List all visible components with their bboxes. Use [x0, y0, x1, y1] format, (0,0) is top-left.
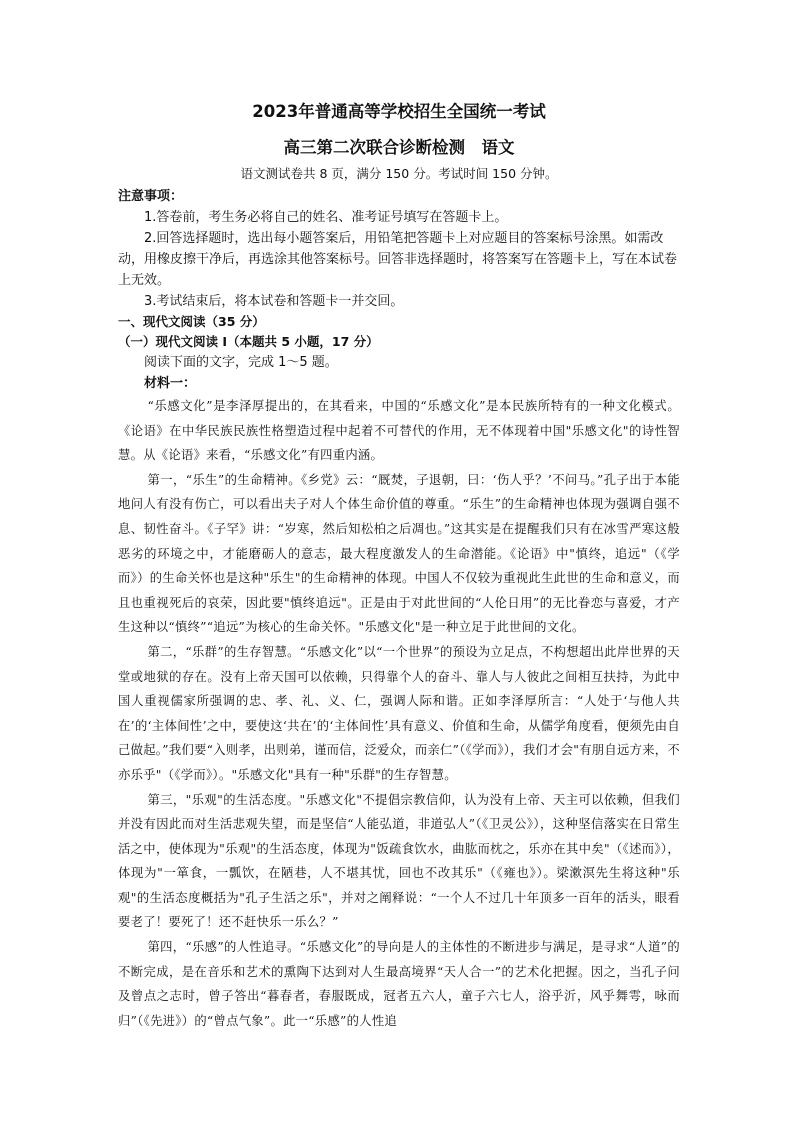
- section-heading: 一、现代文阅读（35 分）: [118, 314, 265, 329]
- exam-subtitle: 高三第二次联合诊断检测 语文: [283, 138, 515, 157]
- notice-item: 2.回答选择题时，选出每小题答案后，用铅笔把答题卡上对应题目的答案标号涂黑。如需改动，用橡皮擦干净后，再选涂其他答案标号。回答非选择题时，将答案写在答题卡上，写在本试卷上无效。: [118, 231, 678, 288]
- notice-heading: 注意事项：: [118, 189, 184, 204]
- notice-item: 1.答卷前，考生务必将自己的姓名、准考证号填写在答题卡上。: [144, 210, 508, 225]
- material-paragraph: “乐感文化”是李泽厚提出的，在其看来，中国的“乐感文化”是本民族所特有的一种文化模式。《论语》在中华民族民族性格塑造过程中起着不可替代的作用，无不体现着中国"乐感文化"的诗性智慧。从《论语》来看，“乐感文化”有四重内涵。: [118, 399, 680, 463]
- material-body: [118, 394, 680, 1033]
- section-instruction: 阅读下面的文字，完成 1～5 题。: [144, 355, 338, 370]
- material-paragraph: 第四，“乐感”的人性追寻。“乐感文化”的导向是人的主体性的不断进步与满足，是寻求“人道”的不断完成，是在音乐和艺术的熏陶下达到对人生最高境界“天人合一”的艺术化把握。因之，当孔子问及曾点之志时，曾子答出“暮春者，春服既成，冠者五六人，童子六七人，浴乎沂，风乎舞雩，咏而归”（《先进》）的“曾点气象”。此一“乐感”的人性追: [118, 940, 680, 1028]
- material-paragraph: 第一，“乐生”的生命精神。《乡党》云：“厩焚，子退朝，曰：‘伤人乎？’不问马。”孔子出于本能地问人有没有伤亡，可以看出夫子对人个体生命价值的尊重。“乐生”的生命精神也体现为强调自强不息、韧性奋斗。《子罕》讲：“岁寒，然后知松柏之后凋也。”这其实是在提醒我们只有在冰雪严寒这般恶劣的环境之中，才能磨砺人的意志，最大程度激发人的生命潜能。《论语》中"慎终，追远"（《学而》）的生命关怀也是这种"乐生"的生命精神的体现。中国人不仅较为重视此生此世的生命和意义，而且也重视死后的哀荣，因此要"慎终追远"。正是由于对此世间的“人伦日用”的无比眷恋与喜爱，才产生这种以“慎终”“追远”为核心的生命关怀。"乐感文化"是一种立足于此世间的文化。: [118, 472, 680, 635]
- material-paragraph: 第二，“乐群”的生存智慧。“乐感文化”以“一个世界”的预设为立足点，不构想超出此岸世界的天堂或地狱的存在。没有上帝天国可以依赖，只得靠个人的奋斗、靠人与人彼此之间相互扶持，为此中国人重视儒家所强调的忠、孝、礼、义、仁，强调人际和谐。正如李泽厚所言：“人处于‘与他人共在’的‘主体间性’之中，要使这‘共在’的‘主体间性’具有意义、价值和生命，从儒学角度看，便须先由自己做起。”我们要“入则孝，出则弟，谨而信，泛爱众，而亲仁”（《学而》），我们才会"有朋自远方来，不亦乐乎"（《学而》）。"乐感文化"具有一种"乐群"的生存智慧。: [118, 644, 680, 782]
- exam-title: 2023年普通高等学校招生全国统一考试: [252, 102, 546, 121]
- exam-page: [118, 100, 680, 1033]
- notice-section: [118, 186, 680, 312]
- material-label: 材料一：: [144, 376, 197, 391]
- material-paragraph: 第三，"乐观"的生活态度。"乐感文化"不提倡宗教信仰，认为没有上帝、天主可以依赖，但我们并没有因此而对生活悲观失望，而是坚信“人能弘道，非道弘人”（《卫灵公》），这种坚信落实在日常生活之中，使体现为"乐观"的生活态度，体现为"饭疏食饮水，曲肱而枕之，乐亦在其中矣"（《述而》），体现为"一箪食，一瓢饮，在陋巷，人不堪其忧，回也不改其乐"（《雍也》）。梁漱溟先生将这种"乐观"的生活态度概括为"孔子生活之乐"，并对之阐释说：“一个人不过几十年顶多一百年的活头，眼看要老了！要死了！还不赶快乐一乐么？”: [118, 792, 680, 930]
- section-subheading: （一）现代文阅读 Ⅰ（本题共 5 小题，17 分）: [118, 334, 379, 349]
- notice-item: 3.考试结束后，将本试卷和答题卡一并交回。: [144, 294, 404, 309]
- exam-info: 语文测试卷共 8 页，满分 150 分。考试时间 150 分钟。: [240, 166, 558, 181]
